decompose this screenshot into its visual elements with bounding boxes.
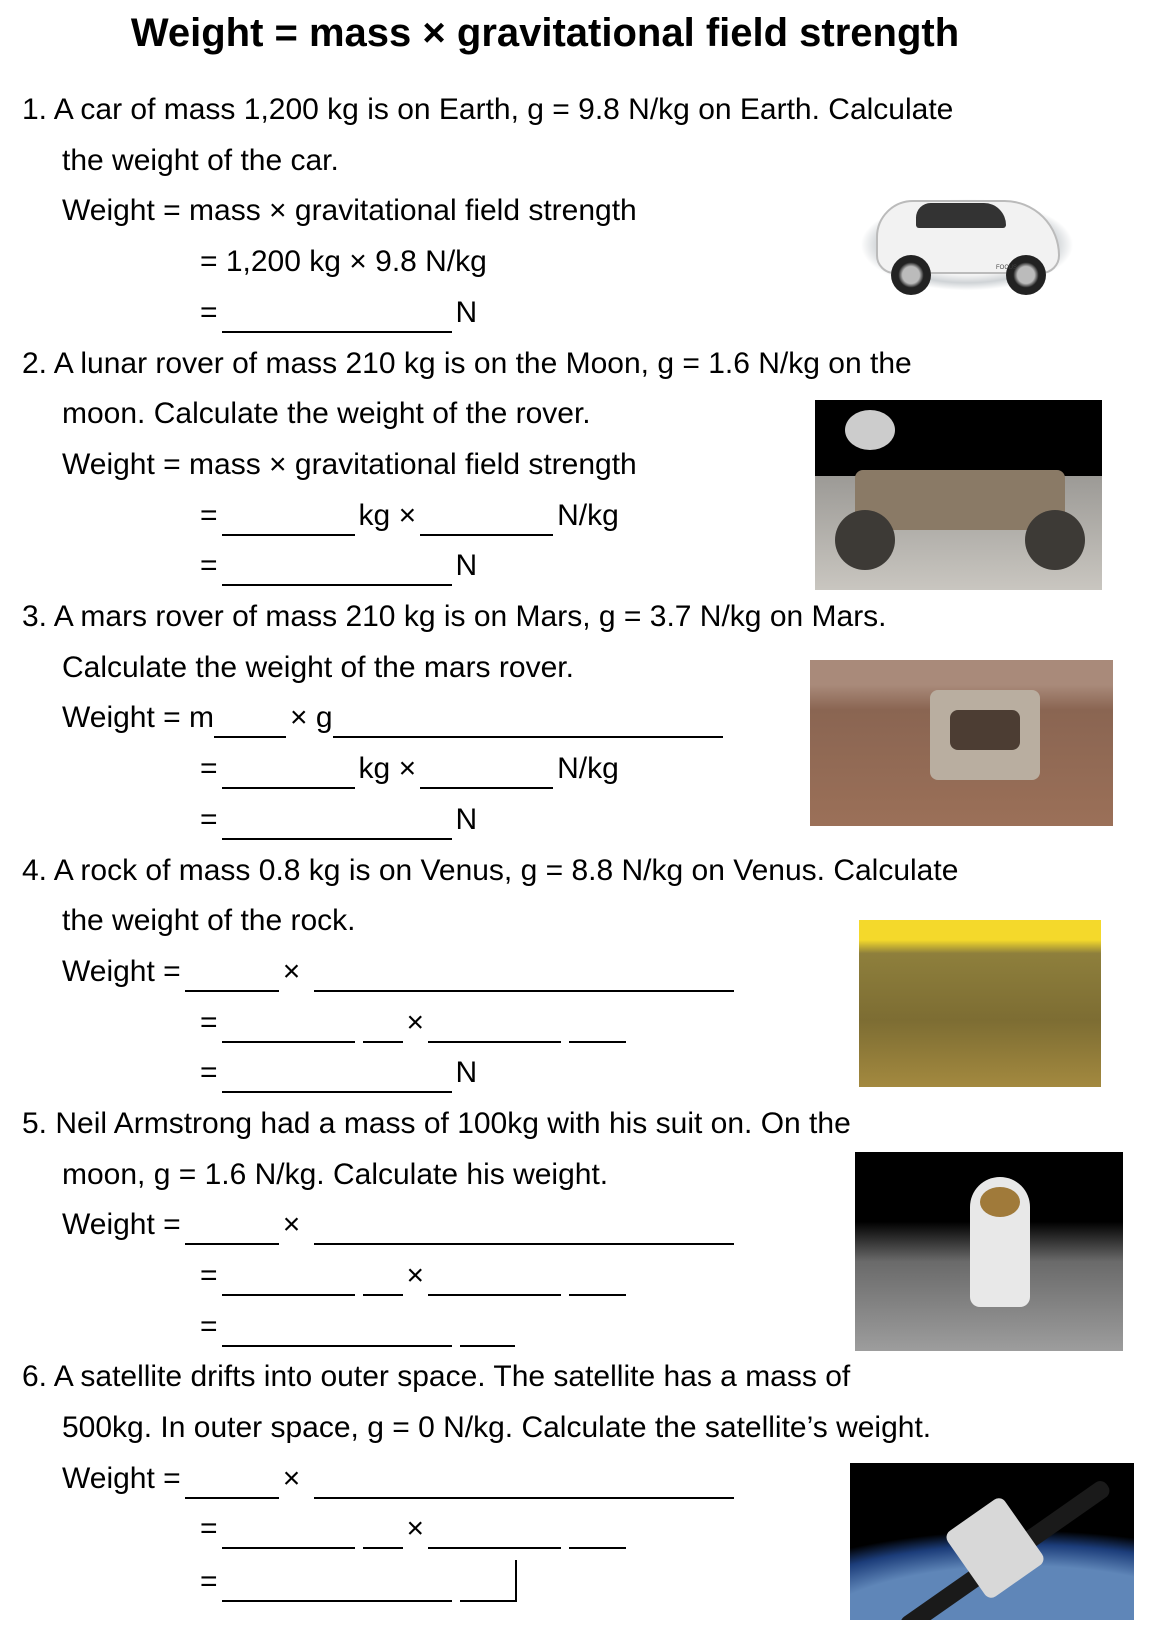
q2-answer-line: = N [200,546,477,586]
unit-blank[interactable] [363,1517,403,1549]
q6-answer-line: = [200,1560,517,1602]
venus-surface-image [859,920,1101,1087]
unit-blank[interactable] [363,1264,403,1296]
blank[interactable] [314,1213,734,1245]
q5-formula-line: Weight = × [62,1205,738,1245]
page-title: Weight = mass × gravitational field strength [130,11,960,55]
answer-blank[interactable] [222,1061,452,1093]
q3-formula-line: Weight = m × g [62,698,727,738]
answer-blank[interactable] [222,808,452,840]
blank[interactable] [222,1264,355,1296]
unit-blank[interactable] [460,1315,515,1347]
q3-prompt-line2: Calculate the weight of the mars rover. [62,651,574,684]
blank[interactable] [314,1467,734,1499]
q4-formula-line: Weight = × [62,952,738,992]
q1-substitution: = 1,200 kg × 9.8 N/kg [200,245,487,278]
q3-prompt-line1: 3. A mars rover of mass 210 kg is on Mars, g = 3.7 N/kg on Mars. [22,600,887,633]
g-blank[interactable] [420,504,553,536]
q2-prompt-line1: 2. A lunar rover of mass 210 kg is on the Moon, g = 1.6 N/kg on the [22,347,912,380]
q1-answer-line: = N [200,293,477,333]
blank[interactable] [428,1264,561,1296]
blank[interactable] [428,1517,561,1549]
satellite-image [850,1463,1134,1620]
car-image: FOCUS [836,165,1098,310]
q4-prompt-line1: 4. A rock of mass 0.8 kg is on Venus, g = 8.8 N/kg on Venus. Calculate [22,854,959,887]
mass-word-blank[interactable] [214,706,286,738]
q4-prompt-line2: the weight of the rock. [62,904,356,937]
answer-blank[interactable] [222,1570,452,1602]
q5-substitution-line: = × [200,1256,630,1296]
astronaut-image [855,1152,1123,1351]
g-blank[interactable] [420,757,553,789]
q2-prompt-line2: moon. Calculate the weight of the rover. [62,397,591,430]
q1-formula: Weight = mass × gravitational field strength [62,194,637,227]
q2-formula: Weight = mass × gravitational field strength [62,448,637,481]
q5-prompt-line2: moon, g = 1.6 N/kg. Calculate his weight. [62,1158,609,1191]
unit-blank[interactable] [569,1264,626,1296]
q3-substitution-line: = kg × N/kg [200,749,619,789]
text-cursor [515,1560,517,1602]
answer-blank[interactable] [222,1315,452,1347]
q5-prompt-line1: 5. Neil Armstrong had a mass of 100kg with his suit on. On the [22,1107,851,1140]
q6-substitution-line: = × [200,1509,630,1549]
blank[interactable] [314,960,734,992]
answer-blank[interactable] [222,301,452,333]
q3-answer-line: = N [200,800,477,840]
q6-formula-line: Weight = × [62,1459,738,1499]
q1-prompt-line1: 1. A car of mass 1,200 kg is on Earth, g = 9.8 N/kg on Earth. Calculate [22,93,954,126]
g-word-blank[interactable] [333,706,723,738]
mars-rover-image [810,660,1113,826]
q1-prompt-line2: the weight of the car. [62,144,339,177]
q6-prompt-line1: 6. A satellite drifts into outer space. The satellite has a mass of [22,1360,851,1393]
answer-blank[interactable] [222,554,452,586]
q4-substitution-line: = × [200,1003,630,1043]
blank[interactable] [185,1467,279,1499]
blank[interactable] [185,1213,279,1245]
mass-blank[interactable] [222,757,355,789]
q6-prompt-line2: 500kg. In outer space, g = 0 N/kg. Calculate the satellite’s weight. [62,1411,932,1444]
unit-blank[interactable] [569,1011,626,1043]
unit-blank[interactable] [363,1011,403,1043]
blank[interactable] [222,1517,355,1549]
q4-answer-line: = N [200,1053,477,1093]
blank[interactable] [222,1011,355,1043]
lunar-rover-image [815,400,1102,590]
q5-answer-line: = [200,1307,519,1347]
unit-blank[interactable] [569,1517,626,1549]
blank[interactable] [185,960,279,992]
blank[interactable] [428,1011,561,1043]
unit-blank[interactable] [460,1570,515,1602]
q2-substitution-line: = kg × N/kg [200,496,619,536]
mass-blank[interactable] [222,504,355,536]
